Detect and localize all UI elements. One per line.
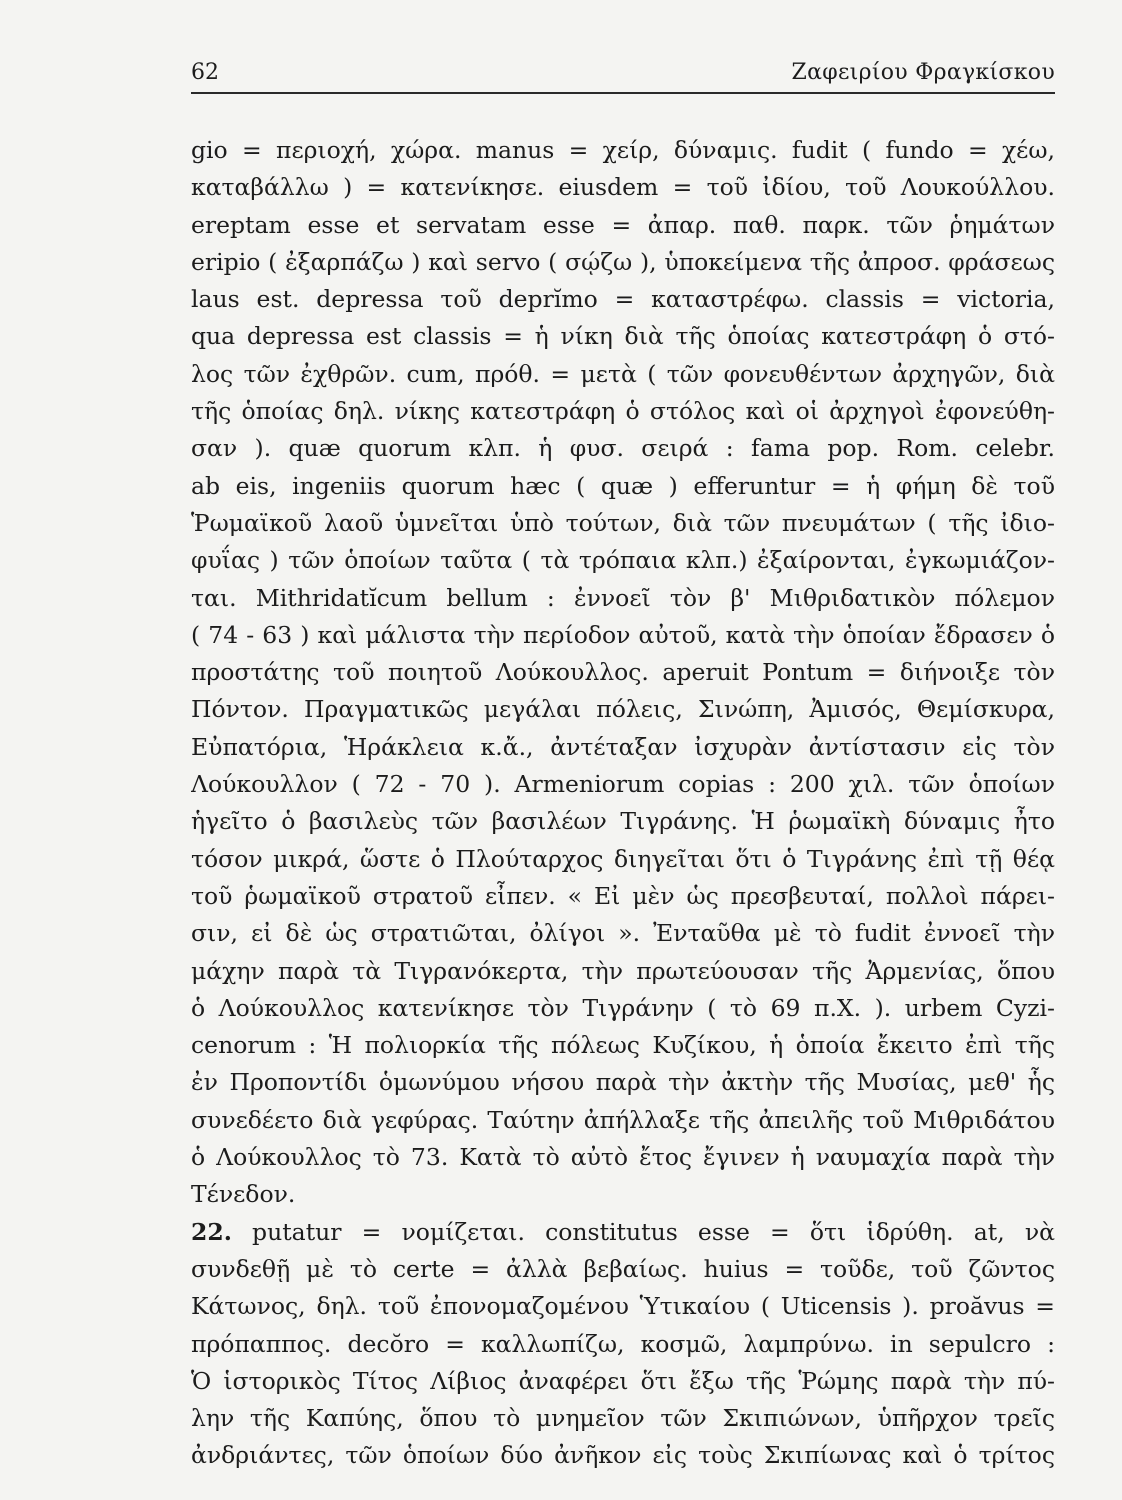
text-line: λος τῶν ἐχθρῶν. cum, πρόθ. = μετὰ ( τῶν φονευθέντων ἀρχηγῶν, διὰ bbox=[191, 359, 1055, 388]
paragraph-number: 22. bbox=[191, 1217, 232, 1246]
text-line: τοῦ ῥωμαϊκοῦ στρατοῦ εἶπεν. « Εἰ μὲν ὡς πρεσβευταί, πολλοὶ πάρει- bbox=[191, 881, 1055, 910]
text-line: συνεδέετο διὰ γεφύρας. Ταύτην ἀπήλλαξε τῆς ἀπειλῆς τοῦ Μιθριδάτου bbox=[191, 1105, 1055, 1134]
text-line: ἐν Προποντίδι ὁμωνύμου νήσου παρὰ τὴν ἀκτὴν τῆς Μυσίας, μεθ' ἧς bbox=[191, 1068, 1055, 1097]
body-text bbox=[191, 132, 1055, 1475]
text-line: laus est. depressa τοῦ deprĭmo = καταστρέφω. classis = victoria, bbox=[191, 285, 1055, 314]
paragraph-22-first-line bbox=[191, 1214, 1055, 1251]
text-line: σιν, εἰ δὲ ὡς στρατιῶται, ὀλίγοι ». Ἐνταῦθα μὲ τὸ fudit ἐννοεῖ τὴν bbox=[191, 919, 1055, 948]
text-line: λην τῆς Καπύης, ὅπου τὸ μνημεῖον τῶν Σκιπιώνων, ὑπῆρχον τρεῖς bbox=[191, 1404, 1055, 1433]
text-line: Κάτωνος, δηλ. τοῦ ἐπονομαζομένου Ὑτικαίου ( Uticensis ). proăvus = bbox=[191, 1292, 1055, 1321]
text-line: τῆς ὁποίας δηλ. νίκης κατεστράφη ὁ στόλος καὶ οἱ ἀρχηγοὶ ἐφονεύθη- bbox=[191, 397, 1055, 426]
text-line: ὁ Λούκουλλος τὸ 73. Κατὰ τὸ αὐτὸ ἔτος ἔγινεν ἡ ναυμαχία παρὰ τὴν bbox=[191, 1143, 1055, 1172]
text-line: Ὁ ἱστορικὸς Τίτος Λίβιος ἀναφέρει ὅτι ἔξω τῆς Ῥώμης παρὰ τὴν πύ- bbox=[191, 1366, 1055, 1395]
text-line: cenorum : Ἡ πολιορκία τῆς πόλεως Κυζίκου, ἡ ὁποία ἔκειτο ἐπὶ τῆς bbox=[191, 1031, 1055, 1060]
page-header bbox=[191, 58, 1055, 92]
text-line: συνδεθῇ μὲ τὸ certe = ἀλλὰ βεβαίως. huius = τοῦδε, τοῦ ζῶντος bbox=[191, 1254, 1055, 1283]
paragraph-22-first-text: putatur = νομίζεται. constitutus esse = ὅτι ἱδρύθη. at, νὰ bbox=[231, 1217, 1055, 1246]
text-line: Πόντον. Πραγματικῶς μεγάλαι πόλεις, Σινώπη, Ἀμισός, Θεμίσκυρα, bbox=[191, 695, 1055, 724]
text-line: Λούκουλλον ( 72 - 70 ). Armeniorum copias : 200 χιλ. τῶν ὁποίων bbox=[191, 770, 1055, 799]
text-line: τόσον μικρά, ὥστε ὁ Πλούταρχος διηγεῖται ὅτι ὁ Τιγράνης ἐπὶ τῇ θέᾳ bbox=[191, 844, 1055, 873]
text-line: καταβάλλω ) = κατενίκησε. eiusdem = τοῦ ἰδίου, τοῦ Λουκούλλου. bbox=[191, 173, 1055, 202]
text-line: ab eis, ingeniis quorum hæc ( quæ ) efferuntur = ἡ φήμη δὲ τοῦ bbox=[191, 471, 1055, 500]
text-line: Ῥωμαϊκοῦ λαοῦ ὑμνεῖται ὑπὸ τούτων, διὰ τῶν πνευμάτων ( τῆς ἰδιο- bbox=[191, 508, 1055, 537]
text-line: Εὐπατόρια, Ἡράκλεια κ.ἄ., ἀντέταξαν ἰσχυρὰν ἀντίστασιν εἰς τὸν bbox=[191, 732, 1055, 761]
running-head: Ζαφειρίου Φραγκίσκου bbox=[791, 60, 1055, 85]
text-line: Τένεδον. bbox=[191, 1180, 296, 1209]
text-line: gio = περιοχή, χώρα. manus = χείρ, δύναμις. fudit ( fundo = χέω, bbox=[191, 136, 1055, 164]
text-line: πρόπαππος. decŏro = καλλωπίζω, κοσμῶ, λαμπρύνω. in sepulcro : bbox=[191, 1329, 1055, 1358]
text-line: qua depressa est classis = ἡ νίκη διὰ τῆς ὁποίας κατεστράφη ὁ στό- bbox=[191, 322, 1055, 351]
text-line: ereptam esse et servatam esse = ἀπαρ. παθ. παρκ. τῶν ῥημάτων bbox=[191, 210, 1055, 239]
text-line: ται. Mithridatĭcum bellum : ἐννοεῖ τὸν β' Μιθριδατικὸν πόλεμον bbox=[191, 583, 1055, 612]
text-line: προστάτης τοῦ ποιητοῦ Λούκουλλος. aperuit Pontum = διήνοιξε τὸν bbox=[191, 658, 1055, 687]
header-rule bbox=[191, 92, 1055, 94]
text-line: σαν ). quæ quorum κλπ. ἡ φυσ. σειρά : fama pop. Rom. celebr. bbox=[191, 434, 1055, 463]
text-line: ὁ Λούκουλλος κατενίκησε τὸν Τιγράνην ( τὸ 69 π.Χ. ). urbem Cyzi- bbox=[191, 993, 1055, 1022]
page-number: 62 bbox=[191, 60, 219, 85]
text-line: φυΐας ) τῶν ὁποίων ταῦτα ( τὰ τρόπαια κλπ.) ἐξαίρονται, ἐγκωμιάζον- bbox=[191, 546, 1055, 575]
text-line: ( 74 - 63 ) καὶ μάλιστα τὴν περίοδον αὐτοῦ, κατὰ τὴν ὁποίαν ἔδρασεν ὁ bbox=[191, 620, 1055, 649]
text-line: ἀνδριάντες, τῶν ὁποίων δύο ἀνῆκον εἰς τοὺς Σκιπίωνας καὶ ὁ τρίτος bbox=[191, 1441, 1055, 1470]
text-line: ἡγεῖτο ὁ βασιλεὺς τῶν βασιλέων Τιγράνης. Ἡ ῥωμαϊκὴ δύναμις ἦτο bbox=[191, 807, 1055, 836]
text-line: eripio ( ἐξαρπάζω ) καὶ servo ( σῴζω ), ὑποκείμενα τῆς ἀπροσ. φράσεως bbox=[191, 247, 1055, 276]
text-line: μάχην παρὰ τὰ Τιγρανόκερτα, τὴν πρωτεύουσαν τῆς Ἀρμενίας, ὅπου bbox=[191, 956, 1055, 985]
